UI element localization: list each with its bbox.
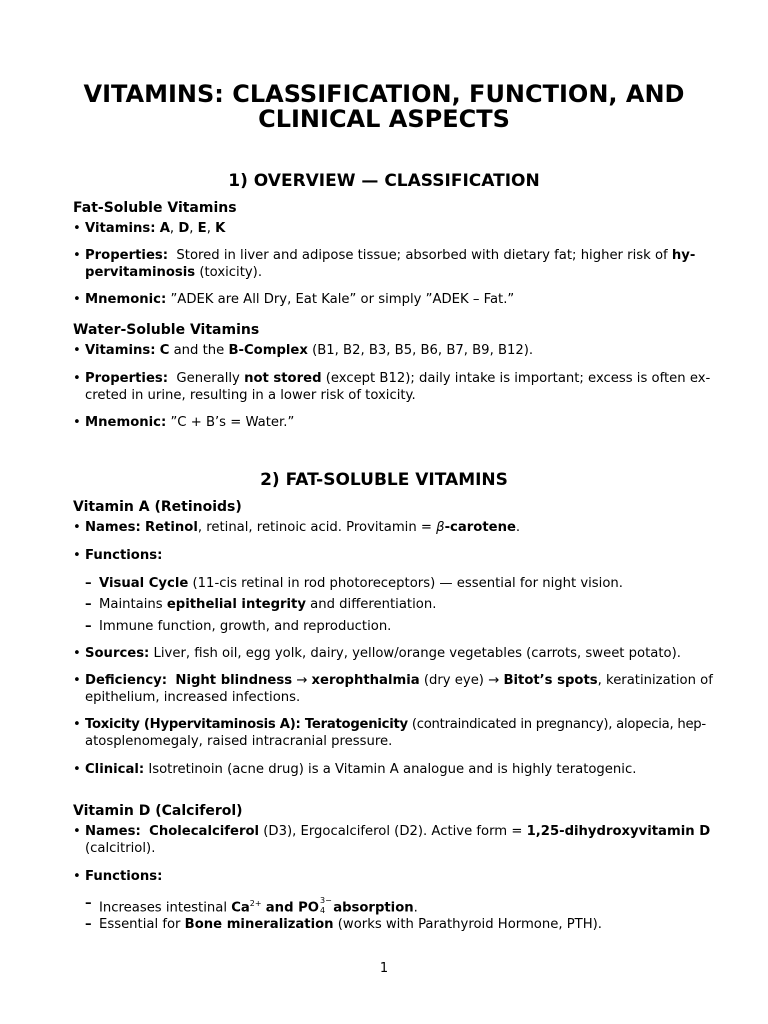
vitamin-a-heading: Vitamin A (Retinoids) <box>73 499 242 515</box>
page-number: 1 <box>379 961 389 976</box>
fat-soluble-heading: Fat-Soluble Vitamins <box>73 200 237 216</box>
water-soluble-heading: Water-Soluble Vitamins <box>73 322 260 338</box>
section-2-heading: 2) FAT-SOLUBLE VITAMINS <box>260 470 508 490</box>
title-line-1: VITAMINS: CLASSIFICATION, FUNCTION, AND <box>83 80 685 108</box>
vitamin-d-heading: Vitamin D (Calciferol) <box>73 803 243 819</box>
title-line-2: CLINICAL ASPECTS <box>258 105 510 133</box>
page-title <box>73 82 695 132</box>
section-1-heading: 1) OVERVIEW — CLASSIFICATION <box>228 171 540 191</box>
